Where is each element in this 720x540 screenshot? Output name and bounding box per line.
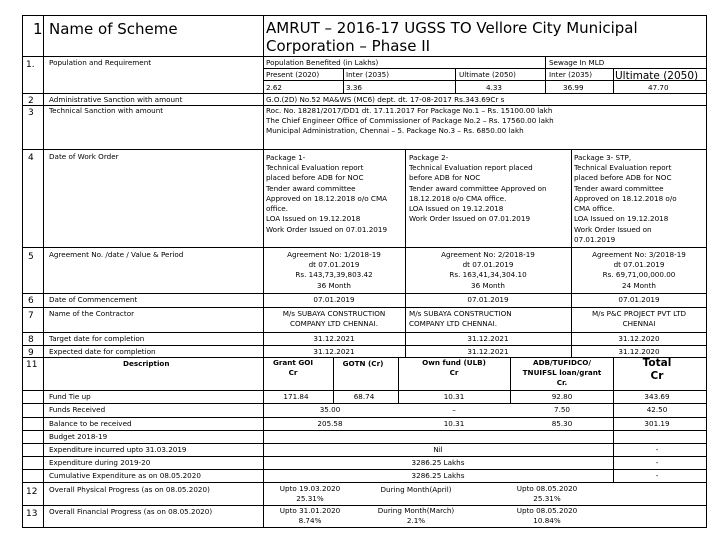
fund-value: 205.58 <box>317 419 343 428</box>
tech-sanction-label: Technical Sanction with amount <box>49 106 164 115</box>
scheme-label: Name of Scheme <box>49 20 178 38</box>
physical-progress-month: During Month(April) <box>380 485 452 494</box>
physical-progress-upto: Upto 19.03.2020 25.31% <box>279 484 341 504</box>
fund-row-label: Funds Received <box>49 405 106 414</box>
financial-progress-current: Upto 08.05.2020 10.84% <box>516 506 578 526</box>
row-number: 13 <box>26 509 38 519</box>
expenditure-value: 3286.25 Lakhs <box>411 471 465 480</box>
fund-value: 7.50 <box>553 405 571 414</box>
fund-value: 42.50 <box>646 405 668 414</box>
tech-sanction-value: Roc. No. 18281/2017/DD1 dt. 17.11.2017 For Package No.1 – Rs. 15100.00 lakh The Chief Engineer Office of Commissioner of Package No.2 – Rs. 17560.00 lakh Municipal Administration, Chennai – 5. Package No.3 – Rs. 6850.00 lakh <box>266 106 554 136</box>
physical-progress-label: Overall Physical Progress (as on 08.05.2020) <box>49 485 210 494</box>
fund-row-label: Fund Tie up <box>49 392 91 401</box>
description-heading: Description <box>123 359 170 368</box>
expenditure-total: - <box>655 471 659 480</box>
row-number: 4 <box>28 153 34 163</box>
admin-sanction-label: Administrative Sanction with amount <box>49 95 183 104</box>
row-number: 11 <box>26 360 38 370</box>
row-number: 12 <box>26 487 38 497</box>
row-number: 6 <box>28 296 34 306</box>
expenditure-label: Cumulative Expenditure as on 08.05.2020 <box>49 471 201 480</box>
total-heading: Total Cr <box>642 357 672 383</box>
row-number: 9 <box>28 348 34 358</box>
fund-value: 92.80 <box>551 392 573 401</box>
financial-progress-month: During Month(March) 2.1% <box>377 506 455 526</box>
contractor-3: M/s P&C PROJECT PVT LTD CHENNAI <box>591 309 687 329</box>
scheme-table <box>22 15 707 528</box>
gotn-heading: GOTN (Cr) <box>342 359 384 368</box>
fund-value: 301.19 <box>644 419 670 428</box>
agreement-label: Agreement No. /date / Value & Period <box>49 250 184 259</box>
financial-progress-label: Overall Financial Progress (as on 08.05.2020) <box>49 507 213 516</box>
financial-progress-upto: Upto 31.01.2020 8.74% <box>279 506 341 526</box>
sewage-heading: Sewage In MLD <box>549 58 605 67</box>
sub-heading: Ultimate (2050) <box>615 70 699 82</box>
population-heading: Population Benefited (in Lakhs) <box>266 58 379 67</box>
row-number: 3 <box>28 108 34 118</box>
sewage-value: 36.99 <box>563 83 584 92</box>
fund-row-label: Balance to be received <box>49 419 132 428</box>
expenditure-total: - <box>655 458 659 467</box>
row-number: 1 <box>33 20 43 38</box>
fund-value: 35.00 <box>319 405 341 414</box>
expenditure-label: Budget 2018-19 <box>49 432 108 441</box>
expenditure-label: Expenditure incurred upto 31.03.2019 <box>49 445 187 454</box>
package-1-details: Package 1- Technical Evaluation report placed before ADB for NOC Tender award committee Approved on 18.12.2018 o/o CMA office. LOA Issued on 19.12.2018 Work Order Issued on 07.01.2019 <box>266 153 388 234</box>
expenditure-value: Nil <box>433 445 443 454</box>
agreement-1: Agreement No: 1/2018-19 dt 07.01.2019 Rs. 143,73,39,803.42 36 Month <box>287 250 381 290</box>
sub-heading: Inter (2035) <box>549 70 593 79</box>
grant-goi-heading: Grant GOI Cr <box>272 358 314 378</box>
expenditure-value: 3286.25 Lakhs <box>411 458 465 467</box>
commencement-date: 07.01.2019 <box>467 295 509 304</box>
commencement-label: Date of Commencement <box>49 295 138 304</box>
row-number: 5 <box>28 252 34 262</box>
contractor-2: M/s SUBAYA CONSTRUCTION COMPANY LTD CHENNAI. <box>409 309 512 329</box>
row-number: 1. <box>26 60 35 70</box>
population-label: Population and Requirement <box>49 58 152 67</box>
commencement-date: 07.01.2019 <box>313 295 355 304</box>
own-fund-heading: Own fund (ULB) Cr <box>422 358 486 378</box>
row-number: 2 <box>28 96 34 106</box>
fund-value: 85.30 <box>551 419 573 428</box>
fund-value: 171.84 <box>283 392 309 401</box>
fund-value: 10.31 <box>443 419 465 428</box>
fund-value: – <box>452 405 456 414</box>
expected-date: 31.12.2021 <box>313 347 355 356</box>
expenditure-total: - <box>655 445 659 454</box>
population-value: 4.33 <box>486 83 503 92</box>
admin-sanction-value: G.O.(2D) No.52 MA&WS (MC6) dept. dt. 17-08-2017 Rs.343.69Cr s <box>266 95 505 104</box>
sub-heading: Ultimate (2050) <box>459 70 516 79</box>
target-date: 31.12.2021 <box>313 334 355 343</box>
physical-progress-current: Upto 08.05.2020 25.31% <box>516 484 578 504</box>
contractor-label: Name of the Contractor <box>49 309 135 318</box>
expected-date: 31.12.2021 <box>467 347 509 356</box>
scheme-title-line-1: AMRUT – 2016-17 UGSS TO Vellore City Municipal <box>266 19 638 37</box>
work-order-label: Date of Work Order <box>49 152 119 161</box>
target-date: 31.12.2021 <box>467 334 509 343</box>
population-value: 3.36 <box>346 83 363 92</box>
loan-grant-heading: ADB/TUFIDCO/ TNUIFSL loan/grant Cr. <box>522 358 602 388</box>
fund-value: 68.74 <box>353 392 375 401</box>
expenditure-label: Expenditure during 2019-20 <box>49 458 151 467</box>
sub-heading: Present (2020) <box>266 70 320 79</box>
target-date: 31.12.2020 <box>618 334 660 343</box>
package-3-details: Package 3- STP, Technical Evaluation report placed before ADB for NOC Tender award committee Approved on 18.12.2018 o/o CMA office. LOA Issued on 19.12.2018 Work Order Issued on 07.01.2019 <box>574 153 677 244</box>
sewage-value: 47.70 <box>648 83 669 92</box>
scheme-title-line-2: Corporation – Phase II <box>266 37 431 55</box>
fund-value: 10.31 <box>443 392 465 401</box>
package-2-details: Package 2- Technical Evaluation report placed before ADB for NOC Tender award committee Approved on 18.12.2018 o/o CMA office. LOA Issued on 19.12.2018 Work Order Issued on 07.01.2019 <box>409 153 547 224</box>
agreement-3: Agreement No: 3/2018-19 dt 07.01.2019 Rs. 69,71,00,000.00 24 Month <box>592 250 686 290</box>
expected-date-label: Expected date for completion <box>49 347 156 356</box>
row-number: 7 <box>28 311 34 321</box>
row-number: 8 <box>28 335 34 345</box>
population-value: 2.62 <box>266 83 283 92</box>
commencement-date: 07.01.2019 <box>618 295 660 304</box>
sub-heading: Inter (2035) <box>346 70 390 79</box>
agreement-2: Agreement No: 2/2018-19 dt 07.01.2019 Rs. 163,41,34,304.10 36 Month <box>441 250 535 290</box>
target-date-label: Target date for completion <box>49 334 145 343</box>
contractor-1: M/s SUBAYA CONSTRUCTION COMPANY LTD CHENNAI. <box>282 309 386 329</box>
fund-value: 343.69 <box>644 392 670 401</box>
expected-date: 31.12.2020 <box>618 347 660 356</box>
